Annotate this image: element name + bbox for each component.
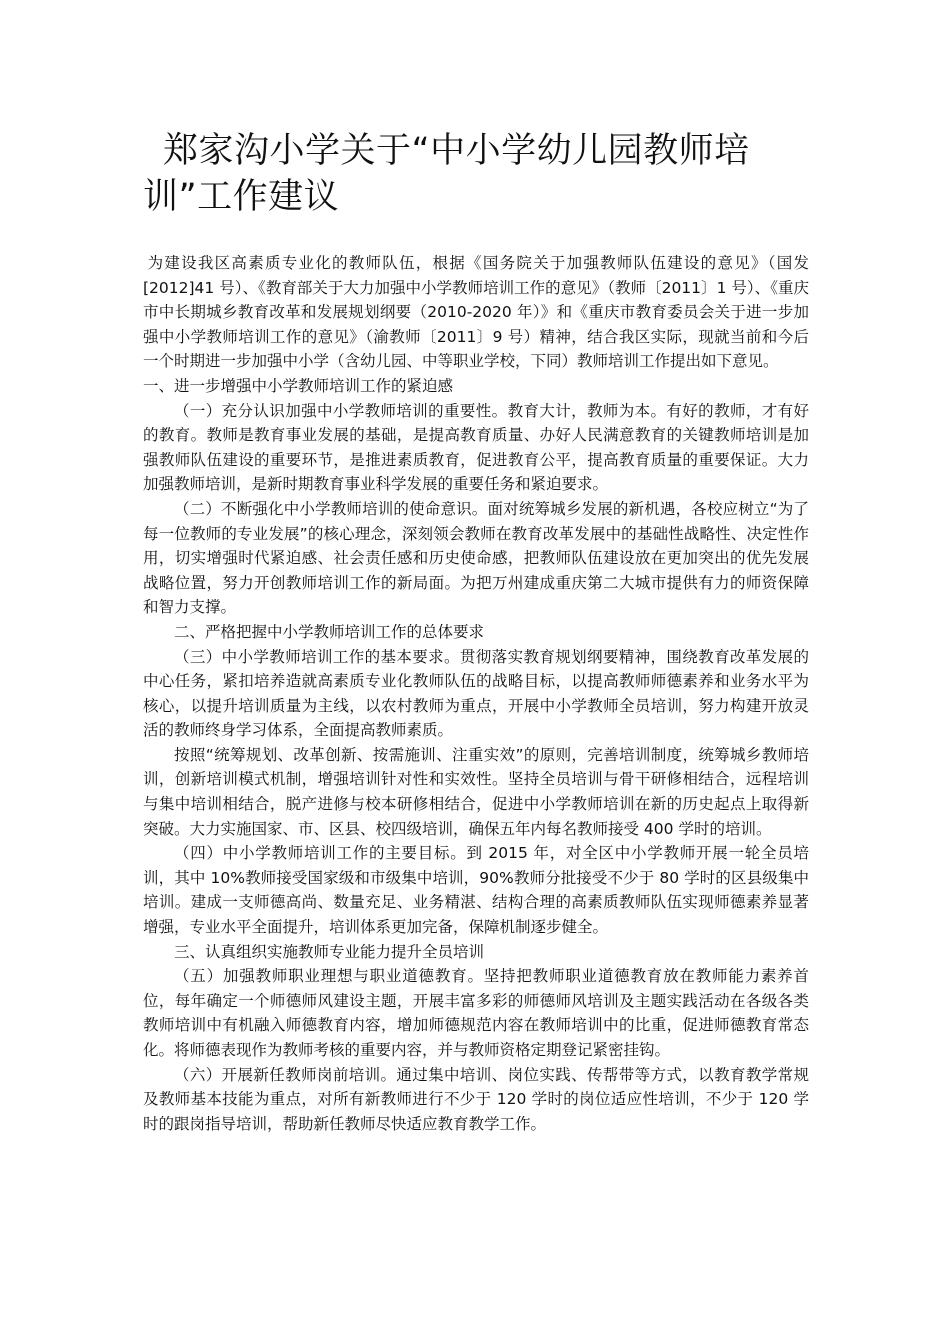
intro-paragraph: 为建设我区高素质专业化的教师队伍，根据《国务院关于加强教师队伍建设的意见》（国发[2012]41 号）、《教育部关于大力加强中小学教师培训工作的意见》（教师〔2011〕1 号）、《重庆市中长期城乡教育改革和发展规划纲要（2010-2020 年）》和《重庆市教育委员会关于进一步加强中小学教师培训工作的意见》（渝教师〔2011〕9 号）精神，结合我区实际，现就当前和今后一个时期进一步加强中小学（含幼儿园、中等职业学校，下同）教师培训工作提出如下意见。 [143,254,809,371]
document-title: 郑家沟小学关于“中小学幼儿园教师培训”工作建议 [143,131,750,217]
section-heading-1: 一、进一步增强中小学教师培训工作的紧迫感 [143,376,454,395]
section-heading-3: 三、认真组织实施教师专业能力提升全员培训 [174,942,485,961]
document-body [143,251,809,1136]
paragraph-item-4: （四）中小学教师培训工作的主要目标。到 2015 年，对全区中小学教师开展一轮全员培训，其中 10%教师接受国家级和市级集中培训，90%教师分批接受不少于 80 学时的区县级集中培训。建成一支师德高尚、数量充足、业务精湛、结构合理的高素质教师队伍实现师德素养显著增强，专业水平全面提升，培训体系更加完备，保障机制逐步健全。 [143,844,809,937]
paragraph-item-3: （三）中小学教师培训工作的基本要求。贯彻落实教育规划纲要精神，围绕教育改革发展的中心任务，紧扣培养造就高素质专业化教师队伍的战略目标，以提高教师师德素养和业务水平为核心，以提升培训质量为主线，以农村教师为重点，开展中小学教师全员培训，努力构建开放灵活的教师终身学习体系，全面提高教师素质。 [143,647,809,740]
paragraph-item-5: （五）加强教师职业理想与职业道德教育。坚持把教师职业道德教育放在教师能力素养首位，每年确定一个师德师风建设主题，开展丰富多彩的师德师风培训及主题实践活动在各级各类教师培训中有机融入师德教育内容，增加师德规范内容在教师培训中的比重，促进师德教育常态化。将师德表现作为教师考核的重要内容，并与教师资格定期登记紧密挂钩。 [143,967,809,1059]
section-heading-2: 二、严格把握中小学教师培训工作的总体要求 [174,622,485,641]
paragraph-item-1: （一）充分认识加强中小学教师培训的重要性。教育大计，教师为本。有好的教师，才有好的教育。教师是教育事业发展的基础，是提高教育质量、办好人民满意教育的关键教师培训是加强教师队伍建设的重要环节，是推进素质教育，促进教育公平，提高教育质量的重要保证。大力加强教师培训，是新时期教育事业科学发展的重要任务和紧迫要求。 [143,401,809,494]
paragraph-item-6: （六）开展新任教师岗前培训。通过集中培训、岗位实践、传帮带等方式，以教育教学常规及教师基本技能为重点，对所有新教师进行不少于 120 学时的岗位适应性培训，不少于 120 学时的跟岗指导培训，帮助新任教师尽快适应教育教学工作。 [143,1065,809,1133]
paragraph-principles: 按照“统筹规划、改革创新、按需施训、注重实效”的原则，完善培训制度，统筹城乡教师培训，创新培训模式机制，增强培训针对性和实效性。坚持全员培训与骨干研修相结合，远程培训与集中培训相结合，脱产进修与校本研修相结合，促进中小学教师培训在新的历史起点上取得新突破。大力实施国家、市、区县、校四级培训，确保五年内每名教师接受 400 学时的培训。 [143,745,809,838]
paragraph-item-2: （二）不断强化中小学教师培训的使命意识。面对统筹城乡发展的新机遇，各校应树立“为了每一位教师的专业发展”的核心理念，深刻领会教师在教育改革发展中的基础性战略性、决定性作用，切实增强时代紧迫感、社会责任感和历史使命感，把教师队伍建设放在更加突出的优先发展战略位置，努力开创教师培训工作的新局面。为把万州建成重庆第二大城市提供有力的师资保障和智力支撑。 [143,499,809,617]
